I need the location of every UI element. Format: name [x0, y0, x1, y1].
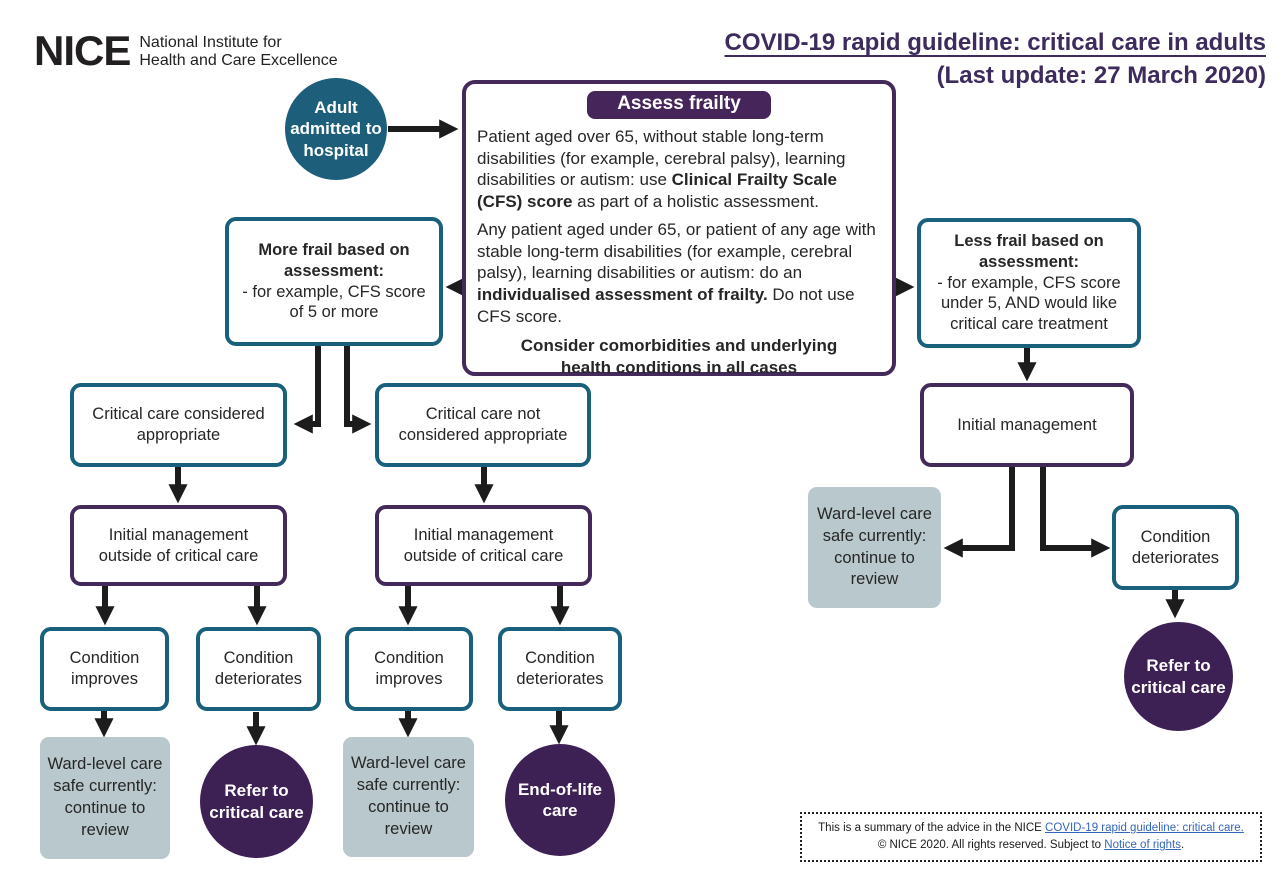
node-adult-admitted: Adult admitted to hospital [285, 78, 387, 180]
footer-link-guideline[interactable]: COVID-19 rapid guideline: critical care. [1045, 822, 1244, 834]
assess-paragraph-2: Any patient aged under 65, or patient of any age with stable long-term disabilities (for example, cerebral palsy), learning disabilities or autism: do an individualised assessment of frailty. Do not use CFS score. [477, 220, 876, 326]
assess-note: Consider comorbidities and underlying health conditions in all cases [520, 336, 838, 377]
node-refer-critical-care-2: Refer to critical care [1124, 622, 1233, 731]
arrow-initial3-to-ward3 [961, 467, 1012, 548]
node-initial-mgmt-outside-1: Initial management outside of critical care [70, 505, 287, 586]
page-title-line1: COVID-19 rapid guideline: critical care in adults [724, 29, 1266, 56]
node-assess-frailty [462, 80, 896, 376]
node-initial-mgmt: Initial management [920, 383, 1134, 467]
footer-link-notice-of-rights[interactable]: Notice of rights [1104, 838, 1181, 851]
footer-note [800, 812, 1262, 862]
node-condition-deteriorates-3: Condition deteriorates [1112, 505, 1239, 590]
node-ward-level-2: Ward-level care safe currently: continue to review [343, 737, 474, 857]
node-condition-deteriorates-1: Condition deteriorates [196, 627, 321, 711]
nice-subtitle-line1: National Institute for [139, 34, 282, 52]
page-title-line2: (Last update: 27 March 2020) [936, 62, 1266, 90]
node-more-frail: More frail based on assessment: - for example, CFS score of 5 or more [225, 217, 443, 346]
node-end-of-life-care: End-of-life care [505, 744, 615, 856]
footer-line2: © NICE 2020. All rights reserved. Subject to Notice of rights. [877, 838, 1185, 851]
node-critical-care-not-appropriate: Critical care not considered appropriate [375, 383, 591, 467]
arrow-more-frail-to-not-appropriate [347, 346, 354, 424]
node-refer-critical-care-1: Refer to critical care [200, 745, 313, 858]
node-less-frail: Less frail based on assessment: - for example, CFS score under 5, AND would like critical care treatment [917, 218, 1141, 348]
nice-brand-text: NICE [34, 27, 131, 74]
nice-logo [34, 27, 338, 74]
node-ward-level-1: Ward-level care safe currently: continue to review [40, 737, 170, 859]
node-ward-level-3: Ward-level care safe currently: continue to review [808, 487, 941, 608]
arrow-initial3-to-deteriorates3 [1043, 467, 1093, 548]
footer-line1: This is a summary of the advice in the NICE COVID-19 rapid guideline: critical care. [818, 822, 1244, 834]
nice-subtitle [139, 34, 337, 70]
node-initial-mgmt-outside-2: Initial management outside of critical care [375, 505, 592, 586]
assess-frailty-header: Assess frailty [587, 91, 771, 119]
assess-paragraph-1: Patient aged over 65, without stable long-term disabilities (for example, cerebral palsy), learning disabilities or autism: use Clinical Frailty Scale (CFS) score as part of a holistic assessment. [477, 127, 846, 211]
nice-subtitle-line2: Health and Care Excellence [139, 52, 338, 69]
node-condition-improves-1: Condition improves [40, 627, 169, 711]
node-condition-improves-2: Condition improves [345, 627, 473, 711]
node-condition-deteriorates-2: Condition deteriorates [498, 627, 622, 711]
node-critical-care-appropriate: Critical care considered appropriate [70, 383, 287, 467]
arrow-more-frail-to-appropriate [311, 346, 318, 424]
